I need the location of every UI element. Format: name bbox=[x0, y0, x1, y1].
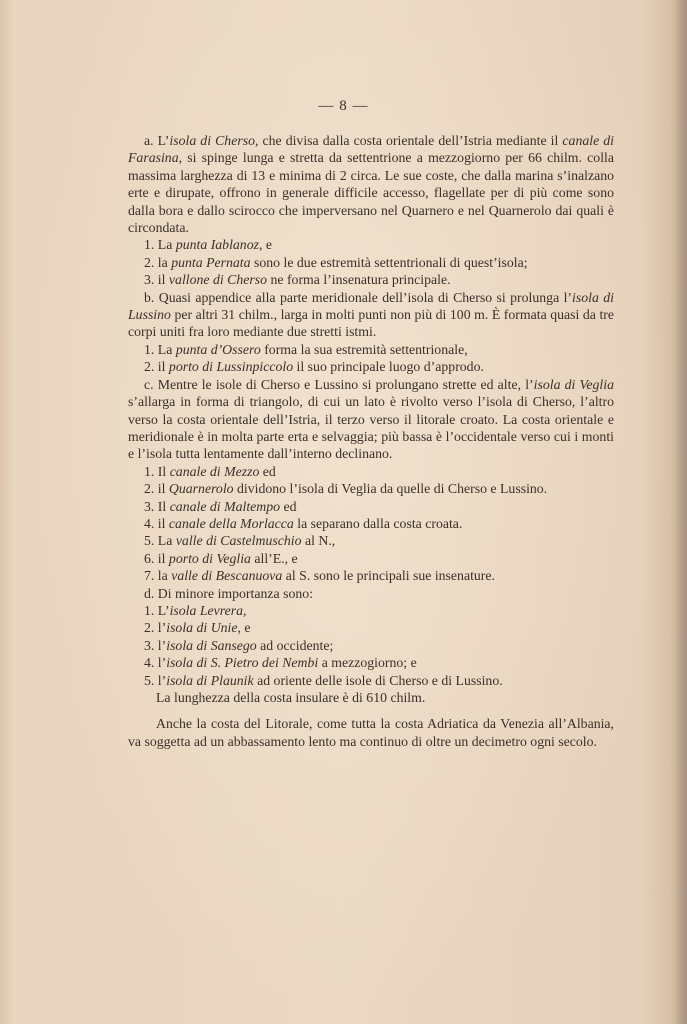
italic-place-name: punta Iablanoz bbox=[175, 237, 259, 253]
italic-place-name: punta Pernata bbox=[171, 254, 251, 270]
text-run: 5. La bbox=[144, 533, 176, 549]
text-run: 1. L’ bbox=[144, 602, 170, 618]
paragraph-c-5 bbox=[128, 532, 614, 549]
italic-place-name: canale della Morlacca bbox=[168, 515, 294, 531]
paragraph-b-2 bbox=[128, 358, 614, 375]
italic-place-name: punta d’Ossero bbox=[175, 341, 261, 357]
text-run: al S. sono le principali sue insenature. bbox=[282, 568, 495, 584]
paragraph-d-2 bbox=[128, 619, 614, 636]
italic-place-name: isola di Cherso bbox=[169, 133, 255, 148]
paragraph-c-6 bbox=[128, 550, 614, 567]
text-run: 2. l’ bbox=[144, 620, 167, 636]
italic-place-name: isola di Sansego bbox=[166, 637, 257, 653]
paragraph-c-4 bbox=[128, 515, 614, 532]
italic-place-name: valle di Castelmuschio bbox=[175, 533, 302, 549]
text-run: 7. la bbox=[144, 568, 172, 584]
text-run: 4. l’ bbox=[144, 655, 167, 671]
italic-place-name: isola di Lussino bbox=[128, 289, 614, 323]
text-run: La lunghezza della costa insulare è di 610 chilm. bbox=[156, 690, 426, 705]
text-run: , bbox=[243, 602, 247, 618]
paragraph-d-3 bbox=[128, 637, 614, 654]
paragraph-d-5 bbox=[128, 672, 614, 689]
paragraph-c-3 bbox=[128, 498, 614, 515]
italic-place-name: vallone di Cherso bbox=[168, 272, 268, 288]
text-run: sono le due estremità settentrionali di quest’isola; bbox=[250, 254, 528, 270]
text-run: Anche la costa del Litorale, come tutta la costa Adriatica da Venezia all’Albania, va soggetta ad un abbassamento lento ma continuo di oltre un decimetro ogni secolo. bbox=[128, 716, 614, 749]
paragraph-a-intro bbox=[128, 132, 614, 236]
text-run: a. L’ bbox=[144, 133, 170, 148]
text-run: 3. il bbox=[144, 272, 169, 288]
text-run: ed bbox=[280, 498, 297, 514]
text-run: 1. La bbox=[144, 341, 176, 357]
page-body-text bbox=[128, 132, 614, 750]
paragraph-d-intro bbox=[128, 585, 614, 602]
italic-place-name: porto di Veglia bbox=[168, 550, 251, 566]
page-edge-shadow bbox=[675, 0, 687, 1024]
page-number: — 8 — bbox=[318, 98, 369, 114]
text-run: ne forma l’insenatura principale. bbox=[267, 272, 451, 288]
text-run: , si spinge lunga e stretta da settentrione a mezzogiorno per 66 chilm. colla massima larghezza di 13 e minima di 2 circa. Le sue coste, che dalla marina s’inalzano erte e dirupate, offrono in generale difficile accesso, flagellate per di più come sono dalla bora e dallo scirocco che imperversano nel Quarnero e nel Quarnerolo dai quali è circondata. bbox=[128, 150, 614, 236]
paragraph-c-2 bbox=[128, 480, 614, 497]
paragraph-length bbox=[128, 689, 614, 706]
text-run: 2. la bbox=[144, 254, 172, 270]
paragraph-d-4 bbox=[128, 654, 614, 671]
italic-place-name: isola Levrera bbox=[169, 602, 244, 618]
text-run: c. Mentre le isole di Cherso e Lussino si prolungano strette ed alte, l’ bbox=[144, 376, 534, 392]
text-run: dividono l’isola di Veglia da quelle di Cherso e Lussino. bbox=[233, 481, 548, 497]
text-run: 1. Il bbox=[144, 463, 170, 479]
paragraph-a-1 bbox=[128, 236, 614, 253]
text-run: per altri 31 chilm., larga in molti punti non più di 100 m. È formata quasi da tre corpi uniti fra loro mediante due stretti istmi. bbox=[128, 307, 614, 340]
paragraph-d-1 bbox=[128, 602, 614, 619]
text-run: 3. l’ bbox=[144, 637, 167, 653]
text-run: la separano dalla costa croata. bbox=[293, 515, 463, 531]
text-run: all’E., e bbox=[250, 550, 298, 566]
text-run: 2. il bbox=[144, 481, 169, 497]
text-run: al N., bbox=[301, 533, 336, 549]
paragraph-closing bbox=[128, 715, 614, 750]
text-run: forma la sua estremità settentrionale, bbox=[260, 341, 468, 357]
text-run: ed bbox=[259, 463, 276, 479]
italic-place-name: canale di Maltempo bbox=[169, 498, 281, 514]
italic-place-name: isola di Veglia bbox=[533, 376, 614, 392]
text-run: 3. Il bbox=[144, 498, 170, 514]
text-run: , e bbox=[237, 620, 251, 636]
text-run: 5. l’ bbox=[144, 672, 167, 688]
italic-place-name: isola di S. Pietro dei Nembi bbox=[166, 655, 319, 671]
italic-place-name: isola di Unie bbox=[166, 620, 238, 636]
text-run: , che divisa dalla costa orientale dell’Istria mediante il bbox=[254, 133, 563, 148]
text-run: ad oriente delle isole di Cherso e di Lussino. bbox=[253, 672, 503, 688]
text-run: 1. La bbox=[144, 237, 176, 253]
paragraph-b-intro bbox=[128, 289, 614, 341]
text-run: il suo principale luogo d’approdo. bbox=[293, 359, 484, 375]
italic-place-name: isola di Plaunik bbox=[166, 672, 254, 688]
italic-place-name: canale di Farasina bbox=[128, 133, 614, 166]
text-run: s’allarga in forma di triangolo, di cui un lato è rivolto verso l’isola di Cherso, l’altro verso la costa orientale dell’Istria, il terzo verso il litorale croato. La costa orientale e meridionale è in molta parte erta e selvaggia; più bassa è l’occidentale verso cui i monti e l’isola tutta lentamente dall’interno declinano. bbox=[128, 394, 614, 462]
paragraph-c-intro bbox=[128, 376, 614, 463]
text-run: ad occidente; bbox=[256, 637, 334, 653]
italic-place-name: valle di Bescanuova bbox=[171, 568, 283, 584]
paragraph-c-1 bbox=[128, 463, 614, 480]
italic-place-name: Quarnerolo bbox=[168, 481, 234, 497]
italic-place-name: porto di Lussinpiccolo bbox=[168, 359, 294, 375]
text-run: , e bbox=[258, 237, 273, 253]
paragraph-b-1 bbox=[128, 341, 614, 358]
paragraph-a-3 bbox=[128, 271, 614, 288]
text-run: d. Di minore importanza sono: bbox=[144, 585, 313, 601]
text-run: 4. il bbox=[144, 515, 169, 531]
text-run: a mezzogiorno; e bbox=[318, 655, 417, 671]
paragraph-c-7 bbox=[128, 567, 614, 584]
text-run: 2. il bbox=[144, 359, 169, 375]
paragraph-a-2 bbox=[128, 254, 614, 271]
text-run: b. Quasi appendice alla parte meridionale dell’isola di Cherso si prolunga l’ bbox=[144, 289, 573, 305]
italic-place-name: canale di Mezzo bbox=[169, 463, 260, 479]
text-run: 6. il bbox=[144, 550, 169, 566]
